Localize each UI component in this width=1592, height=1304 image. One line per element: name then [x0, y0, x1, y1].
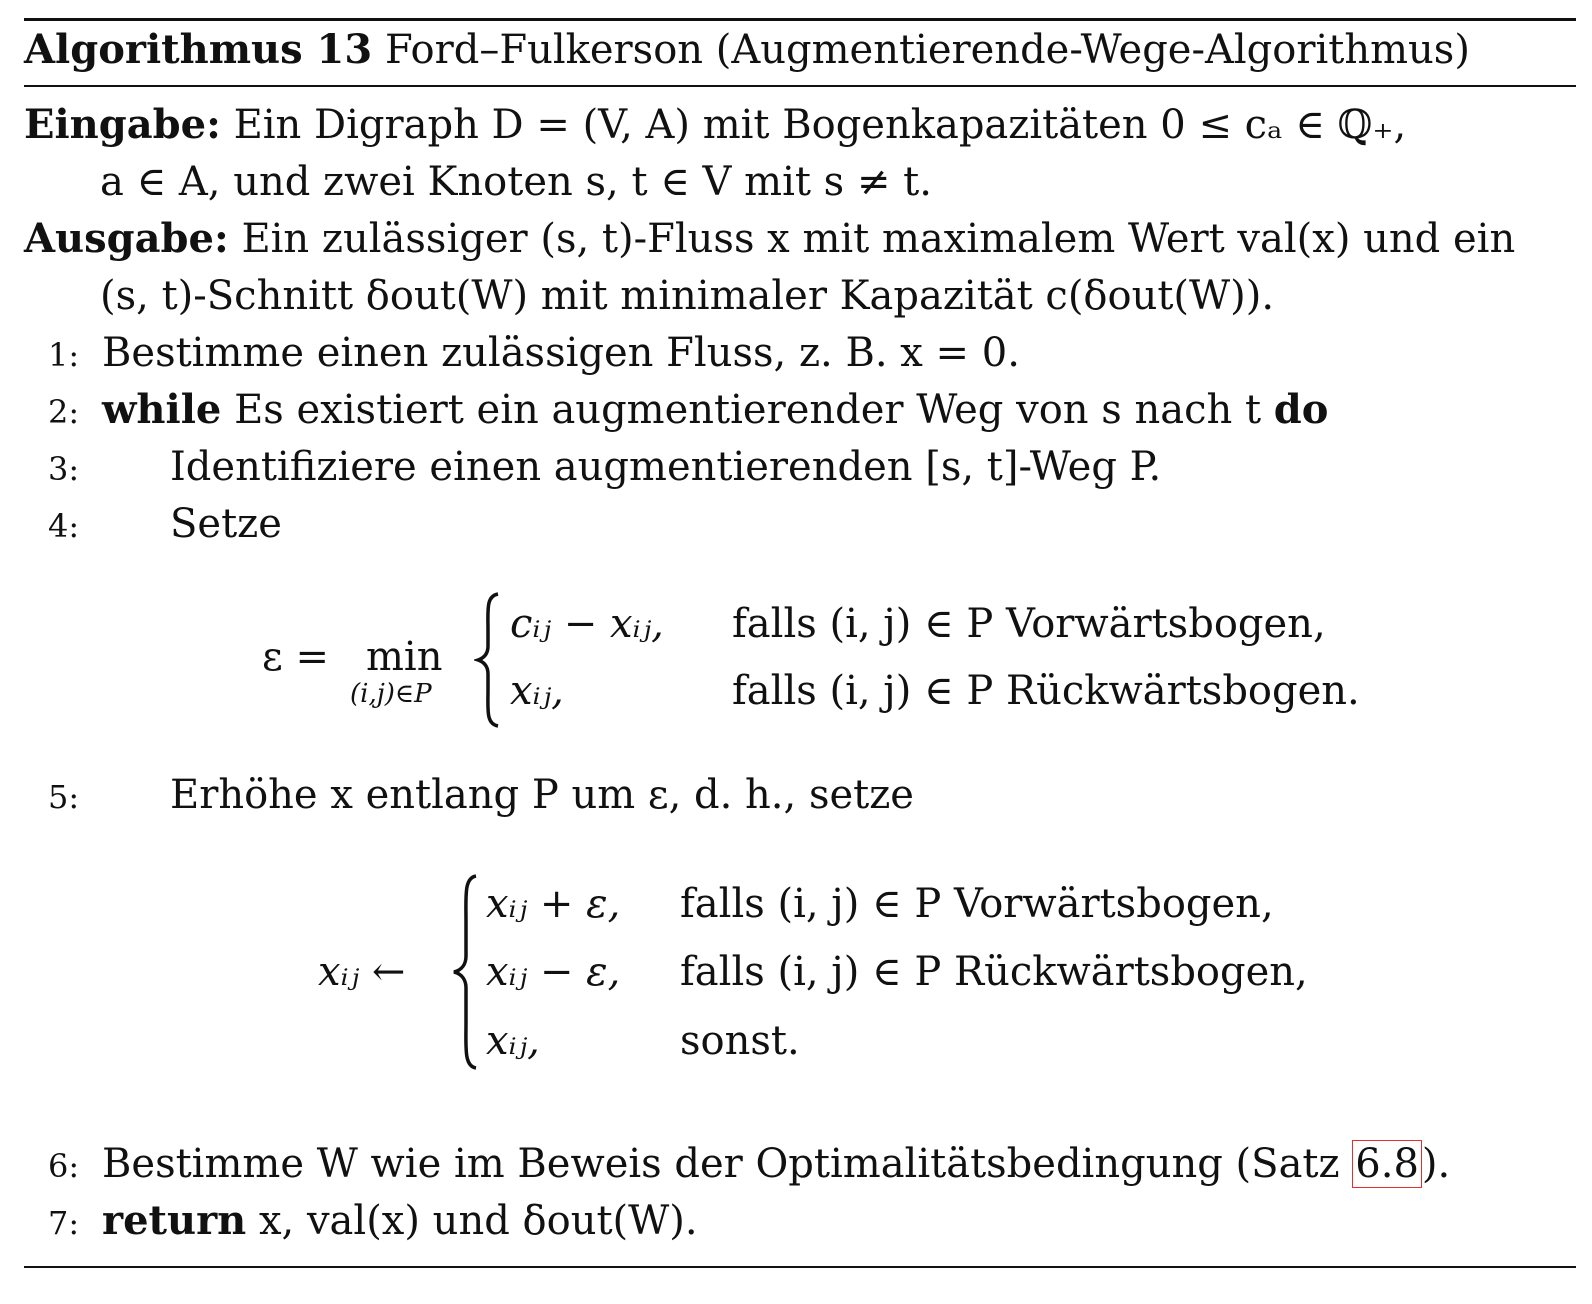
input-text-2: a ∈ A, und zwei Knoten s, t ∈ V mit s ≠ t.: [100, 159, 932, 205]
step-6-number: 6:: [48, 1147, 80, 1185]
input-text-1: Ein Digraph D = (V, A) mit Bogenkapazitäten 0 ≤ cₐ ∈ ℚ₊,: [233, 102, 1407, 148]
step-6-tail: ).: [1421, 1141, 1451, 1187]
step-7-number: 7:: [48, 1204, 80, 1242]
eq2-case-1-expr: xᵢⱼ + ε,: [486, 881, 621, 927]
eq1-case-1-expr: cᵢⱼ − xᵢⱼ,: [510, 601, 664, 647]
algorithm-label: Algorithmus 13: [24, 26, 373, 73]
eq2-case-1-cond: falls (i, j) ∈ P Vorwärtsbogen,: [680, 881, 1274, 927]
algorithm-header: [24, 26, 1470, 74]
eq1-lhs: ε =: [262, 634, 329, 680]
input-label: Eingabe:: [24, 101, 221, 148]
eq2-case-3-cond: sonst.: [680, 1018, 800, 1064]
input-line-1: [24, 101, 1406, 149]
step-5-number: 5:: [48, 778, 80, 816]
return-keyword: return: [102, 1197, 247, 1244]
eq1-case-2-expr: xᵢⱼ,: [510, 668, 564, 714]
while-keyword: while: [102, 386, 222, 433]
step-7-text: x, val(x) und δout(W).: [258, 1198, 698, 1244]
eq2-lhs: xᵢⱼ ←: [318, 949, 406, 995]
output-text-1: Ein zulässiger (s, t)-Fluss x mit maximalem Wert val(x) und ein: [241, 216, 1516, 262]
eq1-left-brace: [474, 590, 504, 730]
eq1-min: min: [366, 634, 443, 680]
do-keyword: do: [1273, 386, 1329, 433]
step-3-text: Identifiziere einen augmentierenden [s, t]-Weg P.: [170, 444, 1162, 490]
step-1-number: 1:: [48, 336, 80, 374]
top-rule: [24, 18, 1576, 21]
step-3-number: 3:: [48, 450, 80, 488]
eq2-case-2-expr: xᵢⱼ − ε,: [486, 949, 621, 995]
step-2-text: Es existiert ein augmentierender Weg von s nach t: [234, 387, 1262, 433]
algorithm-title: Ford–Fulkerson (Augmentierende-Wege-Algorithmus): [384, 27, 1470, 73]
step-7: [102, 1197, 698, 1245]
step-2-number: 2:: [48, 393, 80, 431]
output-line-2: [100, 272, 1274, 320]
step-1-text: Bestimme einen zulässigen Fluss, z. B. x = 0.: [102, 330, 1020, 376]
step-6: [102, 1140, 1450, 1188]
input-line-2: [100, 158, 932, 206]
eq1-min-subscript: (i,j)∈P: [350, 679, 432, 709]
step-4-text: Setze: [170, 501, 282, 547]
eq2-case-3-expr: xᵢⱼ,: [486, 1018, 540, 1064]
step-4-number: 4:: [48, 507, 80, 545]
eq2-left-brace: [450, 872, 482, 1072]
bottom-rule: [24, 1266, 1576, 1268]
eq1-case-2-cond: falls (i, j) ∈ P Rückwärtsbogen.: [732, 668, 1360, 714]
eq1-case-1-cond: falls (i, j) ∈ P Vorwärtsbogen,: [732, 601, 1326, 647]
header-rule: [24, 85, 1576, 87]
output-text-2: (s, t)-Schnitt δout(W) mit minimaler Kapazität c(δout(W)).: [100, 273, 1275, 319]
eq2-case-2-cond: falls (i, j) ∈ P Rückwärtsbogen,: [680, 949, 1308, 995]
step-5-text: Erhöhe x entlang P um ε, d. h., setze: [170, 772, 914, 818]
output-label: Ausgabe:: [24, 215, 229, 262]
step-2: [102, 386, 1328, 434]
output-line-1: [24, 215, 1515, 263]
theorem-reference-link[interactable]: 6.8: [1352, 1140, 1422, 1188]
step-6-text: Bestimme W wie im Beweis der Optimalitätsbedingung (Satz: [102, 1141, 1340, 1187]
